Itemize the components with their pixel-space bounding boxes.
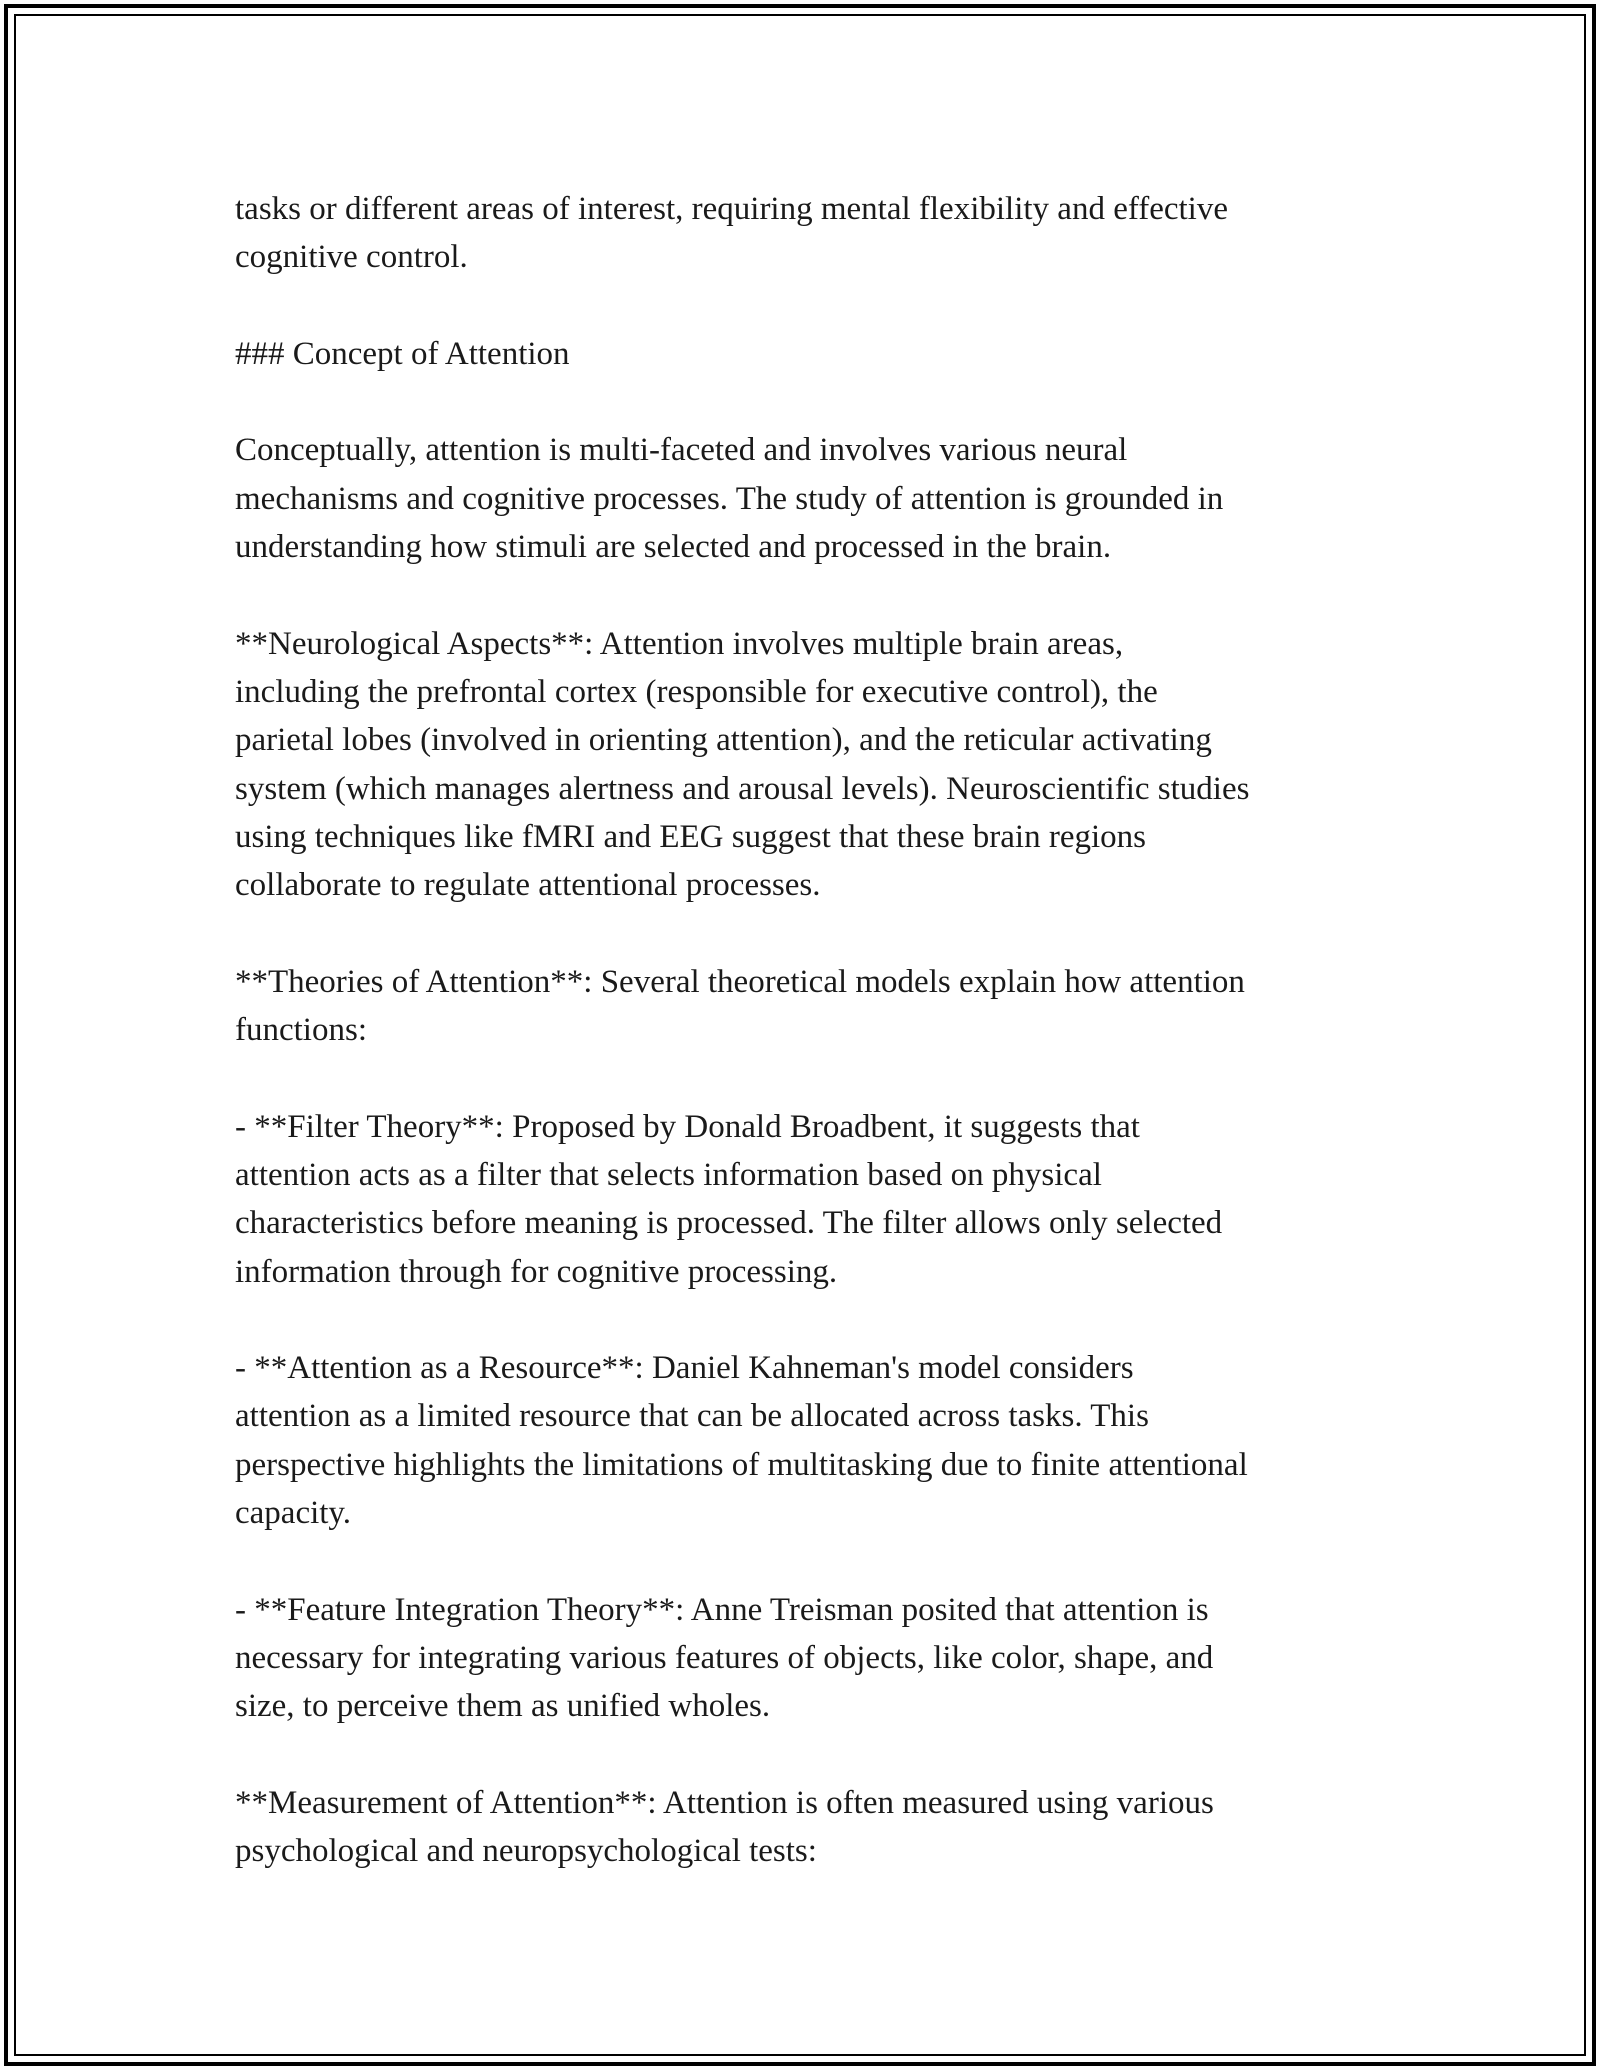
text-line: - **Feature Integration Theory**: Anne Treisman posited that attention is bbox=[235, 1591, 1209, 1628]
text-line: functions: bbox=[235, 1012, 367, 1049]
text-line: characteristics before meaning is processed. The filter allows only selected bbox=[235, 1205, 1223, 1242]
text-line: understanding how stimuli are selected and processed in the brain. bbox=[235, 529, 1112, 566]
paragraph bbox=[235, 1779, 1395, 1876]
section-heading bbox=[235, 330, 1395, 378]
text-line: ### Concept of Attention bbox=[235, 335, 570, 372]
text-line: system (which manages alertness and arousal levels). Neuroscientific studies bbox=[235, 770, 1250, 807]
text-line: capacity. bbox=[235, 1495, 352, 1532]
paragraph bbox=[235, 185, 1395, 282]
text-line: cognitive control. bbox=[235, 239, 468, 276]
text-line: - **Filter Theory**: Proposed by Donald Broadbent, it suggests that bbox=[235, 1108, 1140, 1145]
paragraph bbox=[235, 620, 1395, 910]
text-line: attention as a limited resource that can be allocated across tasks. This bbox=[235, 1398, 1149, 1435]
paragraph bbox=[235, 958, 1395, 1055]
text-line: using techniques like fMRI and EEG suggest that these brain regions bbox=[235, 818, 1146, 855]
list-item bbox=[235, 1344, 1395, 1537]
text-line: **Neurological Aspects**: Attention involves multiple brain areas, bbox=[235, 625, 1124, 662]
list-item bbox=[235, 1586, 1395, 1731]
text-line: **Theories of Attention**: Several theoretical models explain how attention bbox=[235, 963, 1245, 1000]
text-line: collaborate to regulate attentional processes. bbox=[235, 867, 821, 904]
text-line: information through for cognitive processing. bbox=[235, 1253, 838, 1290]
text-line: Conceptually, attention is multi-faceted and involves various neural bbox=[235, 432, 1128, 469]
text-line: perspective highlights the limitations of multitasking due to finite attentional bbox=[235, 1446, 1248, 1483]
text-line: psychological and neuropsychological tests: bbox=[235, 1833, 817, 1870]
list-item bbox=[235, 1103, 1395, 1296]
document-body bbox=[235, 185, 1395, 1875]
text-line: - **Attention as a Resource**: Daniel Kahneman's model considers bbox=[235, 1350, 1134, 1387]
text-line: mechanisms and cognitive processes. The study of attention is grounded in bbox=[235, 480, 1224, 517]
text-line: necessary for integrating various features of objects, like color, shape, and bbox=[235, 1639, 1214, 1676]
text-line: size, to perceive them as unified wholes. bbox=[235, 1688, 771, 1725]
text-line: including the prefrontal cortex (responsible for executive control), the bbox=[235, 673, 1158, 710]
text-line: **Measurement of Attention**: Attention is often measured using various bbox=[235, 1784, 1214, 1821]
text-line: parietal lobes (involved in orienting attention), and the reticular activating bbox=[235, 722, 1212, 759]
paragraph bbox=[235, 426, 1395, 571]
text-line: tasks or different areas of interest, requiring mental flexibility and effective bbox=[235, 191, 1228, 227]
text-line: attention acts as a filter that selects information based on physical bbox=[235, 1156, 1102, 1193]
